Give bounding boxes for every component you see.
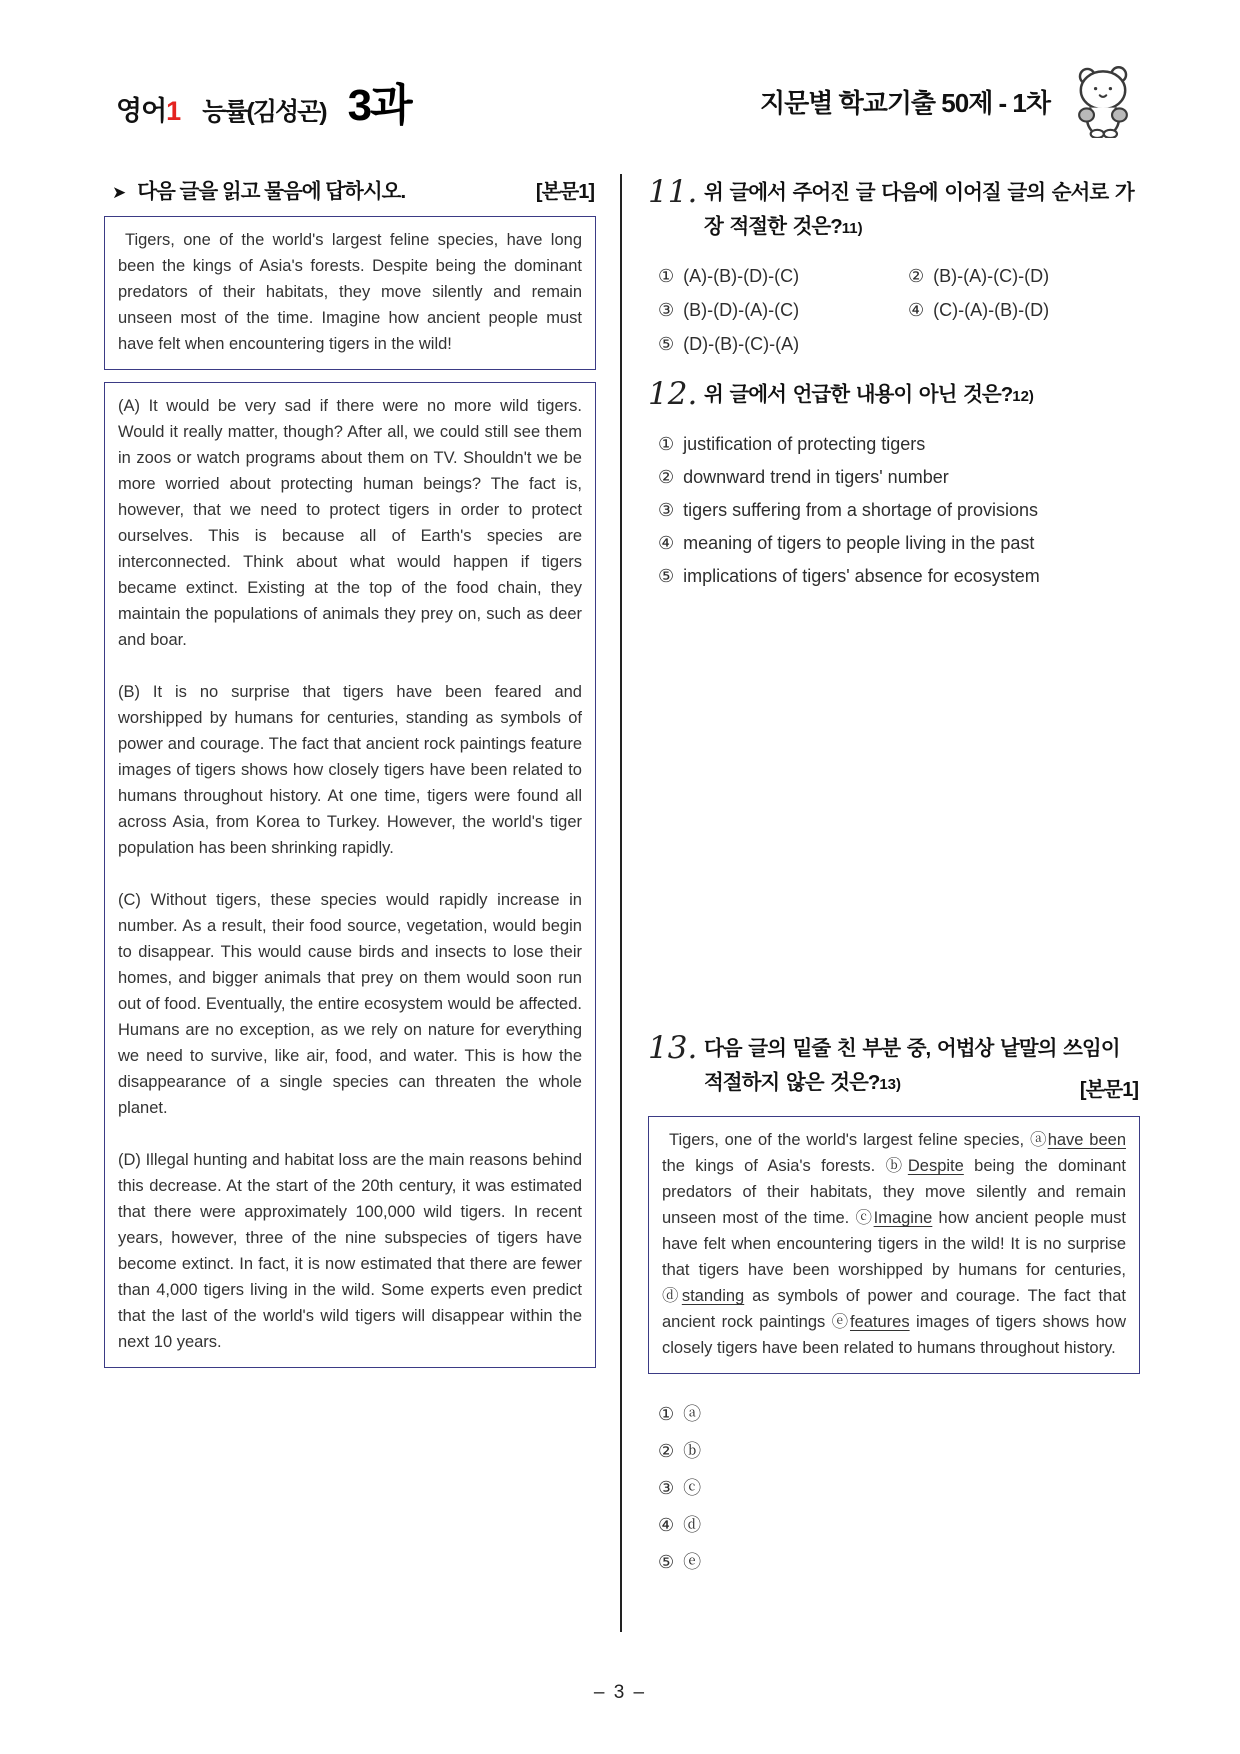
q12-option-5-text: implications of tigers' absence for ecosystem bbox=[683, 566, 1040, 586]
q11-option-2 bbox=[908, 260, 1140, 293]
question-13-text-body: 다음 글의 밑줄 친 부분 중, 어법상 낱말의 쓰임이 적절하지 않은 것은? bbox=[704, 1037, 1120, 1094]
textbook-label: 능률(김성곤) bbox=[202, 98, 326, 126]
page-number: – 3 – bbox=[593, 1682, 647, 1703]
question-11 bbox=[648, 176, 1140, 361]
directive-text: 다음 글을 읽고 물음에 답하시오. bbox=[137, 180, 406, 203]
q12-option-3-text: tigers suffering from a shortage of provisions bbox=[683, 500, 1038, 520]
reading-directive bbox=[104, 170, 596, 204]
paragraph-B bbox=[118, 679, 582, 861]
question-12-footnote: 12) bbox=[1012, 388, 1034, 405]
question-11-footnote: 11) bbox=[841, 220, 863, 237]
q13-option-1-text: ⓐ bbox=[683, 1404, 702, 1424]
q13-option-3-marker: ③ bbox=[658, 1478, 675, 1498]
q13-marker-e: ⓔ bbox=[831, 1313, 850, 1331]
subject-text: 영어 bbox=[116, 96, 167, 126]
unit-label: 3과 bbox=[347, 81, 411, 130]
q13-underlined-e: features bbox=[849, 1313, 910, 1331]
question-12-text-body: 위 글에서 언급한 내용이 아닌 것은? bbox=[704, 383, 1013, 406]
q11-option-1-text: (A)-(B)-(D)-(C) bbox=[683, 266, 800, 286]
q13-underlined-c: Imagine bbox=[873, 1209, 933, 1227]
q13-option-5-marker: ⑤ bbox=[658, 1552, 675, 1572]
q12-option-2 bbox=[658, 461, 1140, 494]
q12-option-3-marker: ③ bbox=[658, 500, 675, 520]
question-13-text bbox=[704, 1032, 1140, 1102]
question-13-passage bbox=[662, 1127, 1126, 1361]
question-11-options bbox=[648, 260, 1140, 361]
paragraph-B-text: It is no surprise that tigers have been feared and worshipped by humans for centuries, standing as symbols of power and courage. The fact that ancient rock paintings feature images of tigers shows how closely tigers have been related to humans throughout history. At one time, tigers were found all across Asia, from Korea to Turkey. However, the world's tiger population has been shrinking rapidly. bbox=[118, 683, 582, 857]
paragraph-B-label: (B) bbox=[118, 683, 140, 701]
q13-underlined-b: Despite bbox=[907, 1157, 964, 1175]
q11-option-1 bbox=[658, 260, 908, 293]
q12-option-3 bbox=[658, 494, 1140, 527]
q12-option-1-text: justification of protecting tigers bbox=[683, 434, 926, 454]
q12-option-2-text: downward trend in tigers' number bbox=[683, 467, 949, 487]
intro-passage-text: Tigers, one of the world's largest feline species, have long been the kings of Asia's forests. Despite being the dominant predators of their habitats, they move silently and remain unseen most of the time. Imagine how ancient people must have felt when encountering tigers in the wild! bbox=[118, 231, 582, 353]
paragraph-A-label: (A) bbox=[118, 397, 140, 415]
q11-option-1-marker: ① bbox=[658, 266, 675, 286]
q12-option-1 bbox=[658, 428, 1140, 461]
q13-option-2 bbox=[658, 1433, 1140, 1470]
q12-option-4-marker: ④ bbox=[658, 533, 675, 553]
question-12 bbox=[648, 378, 1140, 593]
q11-option-3 bbox=[658, 294, 908, 327]
q12-option-1-marker: ① bbox=[658, 434, 675, 454]
q13-option-2-text: ⓑ bbox=[683, 1441, 702, 1461]
q13-option-1 bbox=[658, 1396, 1140, 1433]
q13-option-1-marker: ① bbox=[658, 1404, 675, 1424]
question-11-number: 11. bbox=[648, 174, 698, 210]
question-12-header bbox=[648, 378, 1140, 414]
subject-level: 1 bbox=[166, 96, 181, 126]
q13-seg-2: the kings of Asia's forests. bbox=[662, 1157, 886, 1175]
left-column bbox=[104, 170, 596, 1632]
q11-option-4-marker: ④ bbox=[908, 300, 925, 320]
question-13-footnote: 13) bbox=[879, 1076, 902, 1093]
question-13-number: 13. bbox=[648, 1030, 698, 1066]
q11-option-3-text: (B)-(D)-(A)-(C) bbox=[683, 300, 800, 320]
question-13-source-tag: [본문1] bbox=[1079, 1079, 1138, 1101]
q13-seg-0: Tigers, one of the world's largest feline species, bbox=[669, 1131, 1030, 1149]
q11-option-5-text: (D)-(B)-(C)-(A) bbox=[683, 334, 800, 354]
q13-underlined-d: standing bbox=[681, 1287, 745, 1305]
q13-option-2-marker: ② bbox=[658, 1441, 675, 1461]
q13-seg-8: as symbols of power and courage. The fact that ancient rock paintings bbox=[662, 1287, 1127, 1331]
directive-source-tag: [본문1] bbox=[535, 181, 594, 203]
q13-seg-6: how ancient people must have felt when encountering tigers in the wild! It is no surprise that tigers have been worshipped by humans for centuries, bbox=[662, 1209, 1126, 1279]
question-12-options bbox=[648, 428, 1140, 593]
q11-option-3-marker: ③ bbox=[658, 300, 675, 320]
paragraph-D bbox=[118, 1147, 582, 1355]
q12-option-5 bbox=[658, 560, 1140, 593]
q13-seg-10: images of tigers shows how closely tigers have been related to humans throughout history. bbox=[662, 1313, 1126, 1357]
question-13 bbox=[648, 1032, 1140, 1581]
right-column bbox=[622, 170, 1140, 1632]
question-12-text bbox=[704, 378, 1140, 414]
q13-marker-a: ⓐ bbox=[1029, 1131, 1048, 1149]
two-column-layout bbox=[104, 170, 1140, 1632]
question-13-passage-box bbox=[648, 1116, 1140, 1374]
q12-option-4 bbox=[658, 527, 1140, 560]
q13-marker-c: ⓒ bbox=[855, 1209, 874, 1227]
q13-option-4-text: ⓓ bbox=[683, 1515, 702, 1535]
page-footer bbox=[0, 1682, 1240, 1704]
q11-option-5 bbox=[658, 328, 908, 361]
bear-icon bbox=[1070, 64, 1136, 138]
q11-option-4 bbox=[908, 294, 1140, 327]
question-13-header bbox=[648, 1032, 1140, 1102]
paragraph-A bbox=[118, 393, 582, 653]
q13-option-3-text: ⓒ bbox=[683, 1478, 702, 1498]
document-title: 지문별 학교기출 50제 - 1차 bbox=[760, 87, 1050, 118]
paragraph-A-text: It would be very sad if there were no more wild tigers. Would it really matter, though? After all, we could still see them in zoos or watch programs about them on TV. Shouldn't we be more worried about protecting human beings? The fact is, however, that we need to protect tigers in order to protect ourselves. This is because all of Earth's species are interconnected. Think about what would happen if tigers became extinct. Existing at the top of the food chain, they maintain the populations of animals they prey on, such as deer and boar. bbox=[118, 397, 582, 649]
q13-option-5 bbox=[658, 1544, 1140, 1581]
q12-option-5-marker: ⑤ bbox=[658, 566, 675, 586]
q12-option-4-text: meaning of tigers to people living in the past bbox=[683, 533, 1035, 553]
q13-option-5-text: ⓔ bbox=[683, 1552, 702, 1572]
question-12-number: 12. bbox=[648, 376, 698, 412]
q13-option-4-marker: ④ bbox=[658, 1515, 675, 1535]
paragraph-C bbox=[118, 887, 582, 1121]
q11-option-4-text: (C)-(A)-(B)-(D) bbox=[933, 300, 1050, 320]
q13-seg-4: being the dominant predators of their habitats, they move silently and remain unseen most of the time. bbox=[662, 1157, 1127, 1227]
q13-underlined-a: have been bbox=[1047, 1131, 1127, 1149]
q13-option-4 bbox=[658, 1507, 1140, 1544]
question-11-header bbox=[648, 176, 1140, 246]
q13-marker-d: ⓓ bbox=[662, 1287, 682, 1305]
q11-option-5-marker: ⑤ bbox=[658, 334, 675, 354]
q13-marker-b: ⓑ bbox=[885, 1157, 908, 1175]
q13-option-3 bbox=[658, 1470, 1140, 1507]
q11-option-2-marker: ② bbox=[908, 266, 925, 286]
page-header bbox=[104, 60, 1140, 142]
paragraph-C-label: (C) bbox=[118, 891, 141, 909]
header-left bbox=[116, 69, 411, 133]
question-13-options bbox=[648, 1396, 1140, 1581]
arrow-icon: ➤ bbox=[112, 183, 126, 202]
q11-option-2-text: (B)-(A)-(C)-(D) bbox=[933, 266, 1050, 286]
intro-passage-box bbox=[104, 216, 596, 370]
ordered-paragraphs-box bbox=[104, 382, 596, 1368]
paragraph-C-text: Without tigers, these species would rapidly increase in number. As a result, their food source, vegetation, would begin to disappear. This would cause birds and insects to lose their homes, and bigger animals that prey on them would soon run out of food. Eventually, the entire ecosystem would be affected. Humans are no exception, as we rely on nature for everything we need to survive, like air, food, and water. This is how the disappearance of a single species can threaten the whole planet. bbox=[118, 891, 582, 1117]
subject-label bbox=[116, 89, 180, 128]
header-right bbox=[760, 64, 1136, 138]
paragraph-D-text: Illegal hunting and habitat loss are the main reasons behind this decrease. At the start of the 20th century, it was estimated that there were approximately 100,000 wild tigers. In recent years, however, three of the nine subspecies of tigers have become extinct. In fact, it is now estimated that there are fewer than 4,000 tigers living in the wild. Some experts even predict that the last of the world's wild tigers will disappear within the next 10 years. bbox=[118, 1151, 582, 1351]
q12-option-2-marker: ② bbox=[658, 467, 675, 487]
question-11-text bbox=[704, 176, 1140, 246]
paragraph-D-label: (D) bbox=[118, 1151, 141, 1169]
question-11-text-body: 위 글에서 주어진 글 다음에 이어질 글의 순서로 가장 적절한 것은? bbox=[704, 181, 1134, 238]
